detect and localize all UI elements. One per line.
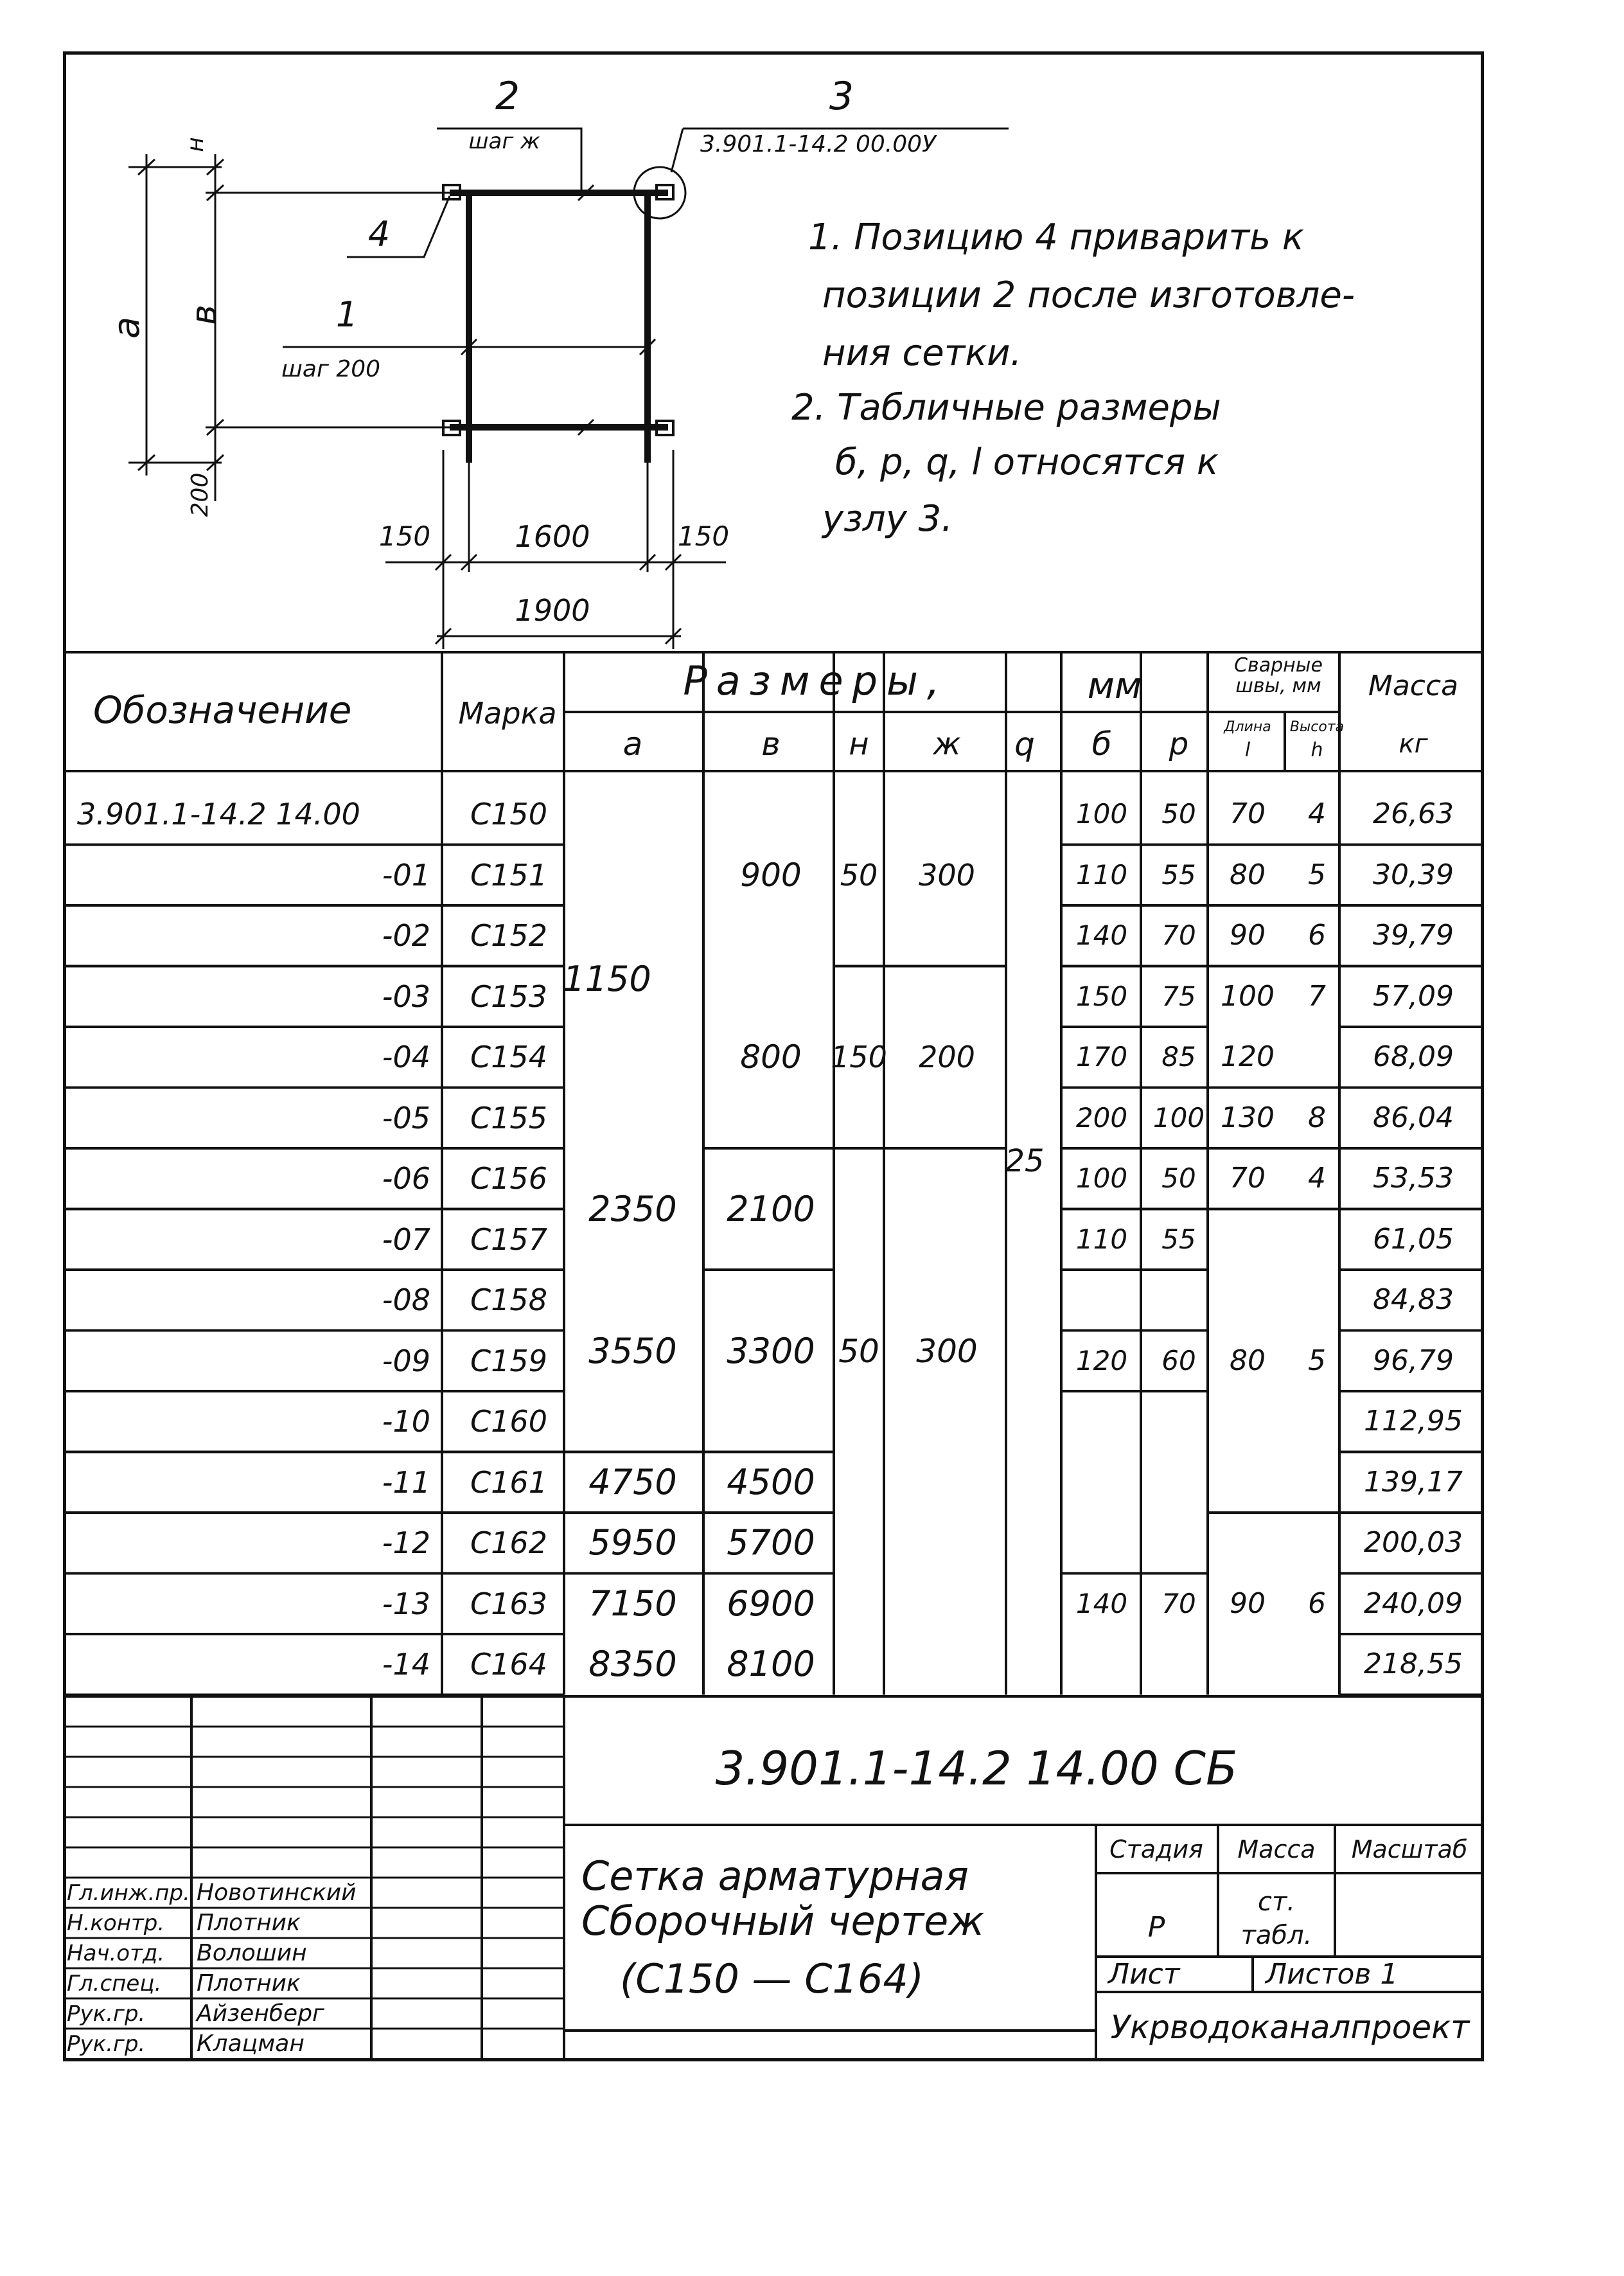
- note-line-4: 2. Табличные размеры: [791, 387, 1221, 429]
- staff-name: Волошин: [197, 1940, 307, 1966]
- cell-mark: С161: [470, 1464, 547, 1500]
- merged-cell-h1: 50: [840, 857, 878, 893]
- cell-mark: С152: [470, 918, 547, 954]
- cell-des: -12: [382, 1525, 430, 1561]
- cell-p: 55: [1161, 858, 1196, 891]
- sheets-count: Листов 1: [1266, 1958, 1399, 1991]
- header-mass: Масса: [1368, 670, 1459, 702]
- position-1-label: 1: [335, 294, 358, 335]
- merged-cell-zh3: 300: [916, 1332, 978, 1370]
- cell-des: -13: [382, 1586, 430, 1621]
- cell-mark: С160: [470, 1404, 547, 1439]
- merged-cell-a14: 8350: [588, 1644, 677, 1685]
- merged-cell-a12: 5950: [588, 1522, 677, 1563]
- cell-mark: С162: [470, 1525, 547, 1561]
- merged-cell-b4: 3300: [727, 1330, 815, 1371]
- cell-mass: 39,79: [1373, 919, 1454, 952]
- cell-des: -08: [382, 1283, 430, 1318]
- dimension-b: в: [184, 305, 224, 325]
- cell-mass: 200,03: [1364, 1526, 1463, 1560]
- cell-d: 100: [1075, 1162, 1128, 1195]
- cell-mark: С150: [470, 797, 547, 832]
- cell-mass: 26,63: [1373, 797, 1454, 831]
- cell-des: -07: [382, 1222, 430, 1257]
- cell-h: 8: [1308, 1101, 1326, 1134]
- cell-des: -14: [382, 1647, 430, 1682]
- column-zh: ж: [933, 726, 961, 762]
- cell-h: 6: [1308, 1587, 1326, 1620]
- cell-des: -10: [382, 1404, 430, 1439]
- merged-cell-b12: 5700: [727, 1522, 815, 1563]
- note-line-3: ния сетки.: [822, 332, 1022, 374]
- dimension-150-left: 150: [378, 520, 431, 552]
- cell-des: -06: [382, 1161, 430, 1196]
- cell-des: -03: [382, 979, 430, 1014]
- note-line-5: б, р, q, l относятся к: [835, 441, 1219, 483]
- column-b: в: [761, 725, 781, 763]
- dimension-a: a: [106, 316, 148, 339]
- cell-l: 90: [1230, 1587, 1266, 1620]
- staff-name: Плотник: [197, 1970, 301, 1996]
- staff-role: Рук.гр.: [67, 2001, 146, 2027]
- cell-mass: 30,39: [1373, 858, 1454, 891]
- header-designation: Обозначение: [93, 688, 352, 732]
- merged-cell-zh2: 200: [919, 1040, 975, 1075]
- mass-value-line-1: ст.: [1257, 1887, 1296, 1917]
- cell-p: 60: [1161, 1344, 1196, 1376]
- cell-d: 200: [1075, 1101, 1128, 1134]
- cell-d: 140: [1075, 920, 1128, 952]
- cell-l: 70: [1230, 797, 1266, 831]
- dimension-1900: 1900: [515, 593, 590, 628]
- cell-p: 75: [1161, 980, 1196, 1012]
- cell-l: 100: [1221, 979, 1275, 1013]
- column-h: н: [849, 726, 869, 762]
- header-sizes: Размеры,: [683, 657, 949, 704]
- merged-cell-a11: 4750: [588, 1461, 677, 1502]
- column-q: q: [1014, 725, 1035, 763]
- cell-mass: 61,05: [1373, 1222, 1454, 1256]
- cell-des: -01: [382, 857, 430, 893]
- cell-p: 100: [1152, 1101, 1205, 1134]
- merged-cell-b3: 2100: [727, 1188, 815, 1229]
- position-2-label: 2: [495, 74, 520, 119]
- cell-mark: С158: [470, 1283, 547, 1318]
- cell-d: 170: [1075, 1041, 1128, 1073]
- cell-h: 4: [1308, 797, 1326, 831]
- note-line-2: позиции 2 после изготовле-: [822, 274, 1355, 316]
- position-2-step: шаг ж: [468, 129, 540, 154]
- cell-d: 120: [1075, 1344, 1128, 1376]
- cell-mass: 112,95: [1364, 1405, 1463, 1438]
- drawing-name-line-2: Сборочный чертеж: [581, 1898, 985, 1944]
- dimension-1600: 1600: [515, 519, 590, 554]
- cell-mark: С164: [470, 1647, 547, 1682]
- column-weld-height-symbol: h: [1311, 739, 1323, 761]
- cell-h: 4: [1308, 1162, 1326, 1195]
- cell-mass: 240,09: [1364, 1587, 1463, 1620]
- cell-mark: С163: [470, 1586, 547, 1621]
- organization-name: Укрводоканалпроект: [1110, 2009, 1470, 2046]
- cell-mass: 86,04: [1373, 1101, 1454, 1134]
- column-weld-height: Высота: [1289, 719, 1345, 735]
- merged-cell-b2: 800: [740, 1038, 802, 1076]
- cell-l: 130: [1221, 1101, 1275, 1134]
- column-weld-length: Длина: [1224, 719, 1271, 735]
- staff-name: Новотинский: [197, 1880, 357, 1906]
- merged-cell-q: 25: [1005, 1143, 1045, 1179]
- merged-cell-zh1: 300: [919, 857, 975, 893]
- merged-cell-h3: 50: [838, 1332, 879, 1370]
- cell-des: -04: [382, 1040, 430, 1075]
- merged-cell-b11: 4500: [727, 1461, 815, 1502]
- staff-name: Айзенберг: [197, 2000, 324, 2027]
- merged-cell-b1: 900: [740, 856, 802, 894]
- staff-name: Клацман: [197, 2031, 304, 2057]
- position-1-step: шаг 200: [281, 356, 381, 382]
- mass-value-line-2: табл.: [1240, 1921, 1312, 1950]
- position-3-label: 3: [829, 74, 854, 119]
- cell-mass: 53,53: [1373, 1162, 1454, 1195]
- stage-label: Стадия: [1109, 1835, 1203, 1863]
- cell-p: 70: [1161, 1587, 1196, 1619]
- cell-des: 3.901.1-14.2 14.00: [77, 797, 360, 832]
- cell-l: 80: [1230, 858, 1266, 891]
- cell-mass: 84,83: [1373, 1283, 1454, 1317]
- cell-l: 90: [1230, 919, 1266, 952]
- staff-role: Рук.гр.: [67, 2031, 146, 2057]
- merged-cell-b13: 6900: [727, 1583, 815, 1624]
- staff-role: Гл.инж.пр.: [67, 1880, 190, 1906]
- cell-mark: С153: [470, 979, 547, 1014]
- header-welds: Сварные: [1234, 654, 1323, 677]
- cell-p: 50: [1161, 1162, 1196, 1195]
- cell-d: 150: [1075, 980, 1128, 1012]
- cell-mark: С155: [470, 1100, 547, 1135]
- note-line-1: 1. Позицию 4 приварить к: [808, 217, 1304, 258]
- merged-cell-h2: 150: [831, 1040, 887, 1075]
- cell-d: 110: [1075, 858, 1128, 891]
- cell-l: 120: [1221, 1040, 1275, 1074]
- cell-mass: 218,55: [1364, 1648, 1463, 1681]
- header-kg: кг: [1399, 729, 1428, 759]
- cell-l: 70: [1230, 1162, 1266, 1195]
- drawing-name-line-3: (С150 — С164): [620, 1955, 924, 2002]
- cell-mass: 139,17: [1364, 1465, 1463, 1498]
- cell-des: -05: [382, 1100, 430, 1135]
- staff-role: Н.контр.: [67, 1910, 165, 1936]
- cell-h: 5: [1308, 1344, 1326, 1377]
- position-3-reference: 3.901.1-14.2 00.00У: [700, 131, 936, 157]
- merged-cell-a2: 2350: [588, 1188, 677, 1229]
- cell-mass: 68,09: [1373, 1040, 1454, 1074]
- cell-mark: С151: [470, 857, 547, 893]
- cell-p: 85: [1161, 1041, 1196, 1073]
- header-mark: Марка: [458, 696, 557, 731]
- cell-mark: С156: [470, 1161, 547, 1196]
- mass-label: Масса: [1237, 1835, 1316, 1863]
- cell-d: 100: [1075, 798, 1128, 830]
- dimension-200: 200: [187, 472, 213, 517]
- note-line-6: узлу 3.: [822, 498, 953, 540]
- cell-h: 7: [1308, 979, 1326, 1013]
- cell-mark: С154: [470, 1040, 547, 1075]
- dimension-150-right: 150: [677, 520, 730, 552]
- drawing-name-line-1: Сетка арматурная: [581, 1853, 969, 1899]
- header-mm: мм: [1087, 665, 1142, 707]
- cell-d: 140: [1075, 1587, 1128, 1619]
- cell-mass: 96,79: [1373, 1344, 1454, 1377]
- cell-des: -09: [382, 1343, 430, 1378]
- staff-name: Плотник: [197, 1910, 301, 1936]
- cell-p: 50: [1161, 798, 1196, 830]
- cell-mark: С157: [470, 1222, 547, 1257]
- sheet-label: Лист: [1108, 1958, 1180, 1991]
- cell-mark: С159: [470, 1343, 547, 1378]
- cell-p: 55: [1161, 1223, 1196, 1255]
- cell-h: 5: [1308, 858, 1326, 891]
- cell-mass: 57,09: [1373, 979, 1454, 1013]
- cell-h: 6: [1308, 919, 1326, 952]
- dimension-h: н: [182, 137, 209, 152]
- staff-role: Нач.отд.: [67, 1941, 165, 1966]
- merged-cell-a3: 3550: [588, 1330, 677, 1371]
- column-a: a: [622, 725, 643, 763]
- document-code: 3.901.1-14.2 14.00 СБ: [715, 1741, 1238, 1795]
- cell-des: -11: [382, 1464, 430, 1500]
- merged-cell-a13: 7150: [588, 1583, 677, 1624]
- cell-d: 110: [1075, 1223, 1128, 1255]
- position-4-label: 4: [367, 214, 391, 254]
- column-d: б: [1091, 725, 1112, 763]
- merged-cell-a1: 1150: [563, 958, 651, 999]
- staff-role: Гл.спец.: [67, 1971, 162, 1996]
- merged-cell-b14: 8100: [727, 1644, 815, 1685]
- cell-p: 70: [1161, 920, 1196, 952]
- cell-l: 80: [1230, 1344, 1266, 1377]
- cell-des: -02: [382, 918, 430, 954]
- column-weld-length-symbol: l: [1244, 739, 1251, 761]
- column-p: р: [1169, 726, 1189, 762]
- stage-value: Р: [1147, 1911, 1165, 1944]
- header-welds-units: швы, мм: [1235, 675, 1321, 697]
- scale-label: Масштаб: [1351, 1835, 1468, 1863]
